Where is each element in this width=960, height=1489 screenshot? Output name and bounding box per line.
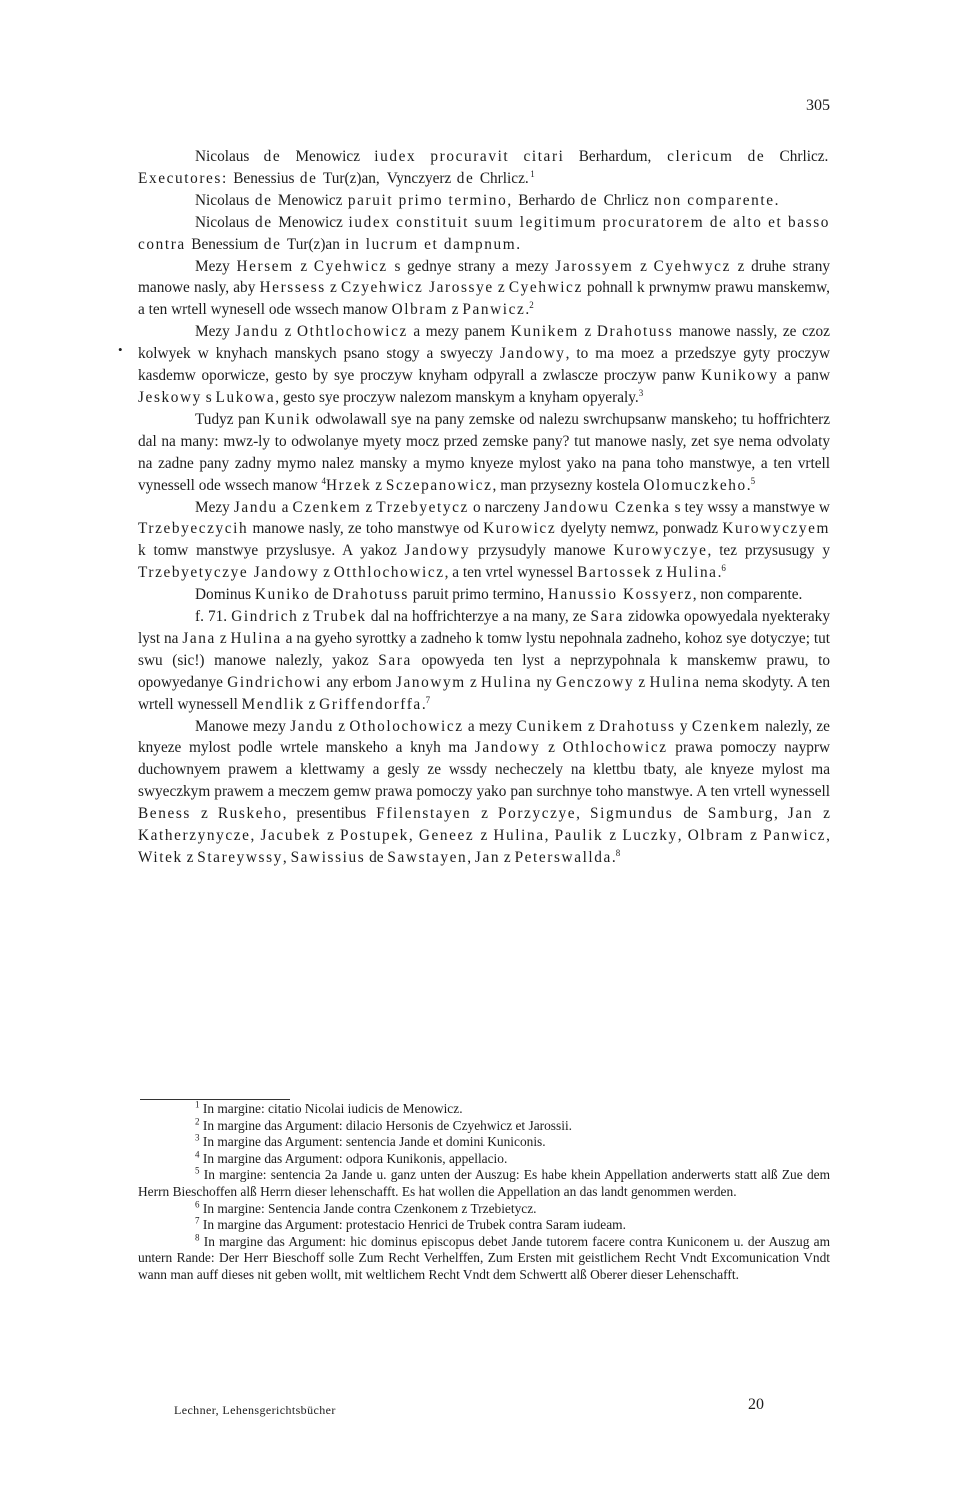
text-run: z <box>320 827 340 845</box>
text-run: z <box>583 717 600 735</box>
proper-name: Sczepanowicz <box>385 476 493 494</box>
text-run: Menowicz <box>278 213 343 231</box>
footnote <box>138 1234 830 1284</box>
footnote-text: In margine das Argument: sentencia Jande et domini Kuniconis. <box>202 1134 546 1150</box>
proper-name: Jan <box>787 805 814 823</box>
proper-name: Sara <box>378 651 412 669</box>
text-run: z <box>500 849 515 866</box>
text-run: Manowe mezy <box>195 717 291 735</box>
text-run: z <box>182 849 198 866</box>
proper-name: Beness <box>138 805 191 823</box>
body-paragraph <box>138 212 830 256</box>
proper-name: Hersem <box>236 257 294 275</box>
text-run: any erbom <box>322 673 396 691</box>
proper-name: , clericum de <box>647 148 780 165</box>
proper-name: Samburg <box>707 805 775 823</box>
text-run: Dominus <box>195 586 255 604</box>
proper-name: Herssess <box>259 279 326 297</box>
text-run: z <box>465 673 482 691</box>
proper-name: de <box>451 169 480 187</box>
text-run: s tey wssy a manstwye w <box>670 498 830 516</box>
proper-name: Panwicz <box>462 301 526 319</box>
proper-name: Jandu <box>235 323 280 341</box>
footnote <box>138 1118 830 1135</box>
proper-name: Postupek <box>340 827 409 845</box>
proper-name: Trzebyetyczye Jandowy <box>138 564 320 582</box>
text-run: z <box>298 608 314 626</box>
proper-name: Sawstayen <box>387 849 468 866</box>
text-run: y <box>675 717 692 735</box>
proper-name: de <box>575 191 604 209</box>
proper-name: Othlochowicz <box>562 739 668 757</box>
proper-name: Hulina <box>666 564 718 582</box>
text-run: . <box>611 849 616 866</box>
proper-name: Cyehwicz <box>313 257 388 275</box>
proper-name: iudex procuravit citari <box>360 148 579 165</box>
proper-name: Kurowyczyem <box>722 520 830 538</box>
text-run: Chrlicz <box>603 191 649 209</box>
text-run: , <box>408 827 419 845</box>
text-run: Chrlicz <box>479 169 525 187</box>
text-run: Mezy <box>195 498 234 516</box>
footnote-number: 4 <box>195 1149 200 1160</box>
text-run: Berhardum <box>578 148 648 165</box>
proper-name: Jandu <box>290 717 334 735</box>
proper-name: Gindrich <box>231 608 299 626</box>
text-run: , <box>544 827 555 845</box>
body-paragraph <box>138 584 830 606</box>
text-run: a mezy <box>463 717 517 735</box>
text-run: . <box>525 301 530 319</box>
text-run: f. 71. <box>195 608 232 626</box>
proper-name: Sigmundus <box>590 805 674 823</box>
text-run: z <box>540 739 563 757</box>
text-run: a panw <box>778 367 830 385</box>
proper-name: Kunik <box>264 410 311 428</box>
proper-name: Kurowicz <box>483 520 557 538</box>
text-run: z <box>603 827 623 845</box>
proper-name: Janowym <box>395 673 466 691</box>
text-run: Tur(z)an <box>322 169 376 187</box>
margin-bullet-marker: • <box>118 342 123 357</box>
footnote <box>138 1151 830 1168</box>
text-run: , gesto sye proczyw nalezom manskym a knyham opyeraly. <box>275 388 639 406</box>
text-run: s gednye strany a mezy <box>387 257 556 275</box>
proper-name: Peterswallda <box>514 849 612 866</box>
footnotes <box>138 1101 830 1284</box>
footnote-number: 2 <box>195 1116 200 1127</box>
footnote <box>138 1101 830 1118</box>
body-paragraph <box>138 716 830 869</box>
text-run: dal na hoffrichterzye a na many, ze <box>366 608 591 626</box>
proper-name: paruit primo termino, <box>342 191 519 209</box>
text-run: a na gyeho syrottky a zadneho k tomw lystu nepohnala zadneho, kohoz sye dotyczye; tut swu (sic!) manowe nalezly, yakoz <box>138 629 830 669</box>
text-run: , <box>576 805 590 823</box>
text-run: Tudyz pan <box>195 410 265 428</box>
proper-name: Ruskeho <box>217 805 283 823</box>
footnote-ref: 1 <box>530 168 535 179</box>
text-run: przysudyly manowe <box>470 542 614 560</box>
proper-name: Jandowy <box>404 542 471 560</box>
footnote-text: In margine das Argument: hic dominus episcopus debet Jande tutorem facere contra Kuniconem u. der Auszug am untern Rande: Der Herr Bieschoff solle Zum Recht Verhelffen, Zum Ersten mit geistlichem Recht Vndt Excomunication Vndt wann man auff dieses nit geben wollt, mit weltlichem Recht Vndt dem Schwertt alß Oberer dieser Lehenschafft. <box>138 1233 830 1282</box>
text-run: manowe nassly, ze czoz kolwyek w knyhach manskych psano stogy a swyeczy <box>138 323 830 363</box>
footnote-ref: 5 <box>750 475 756 486</box>
text-run: k tomw manstwye przyslusye. A yakoz <box>138 542 405 560</box>
proper-name: Othtlochowicz <box>297 323 408 341</box>
text-run: odwolawall sye na pany zemske od nalezu swrchupsanw manskeho; <box>310 410 738 428</box>
text-run: tu hoffrichterz dal na many: mwz-ly to odwolanye myety mocz przed zemske pany? tut manowe nasly, zet sye nema odvolaty na zadne pany zadny mymo nalez mansky a mymo knyeze mylost yako na pana toho manstwye, a ten vrtell vynessell ode wssech manow <box>138 410 830 494</box>
text-run: Benessium <box>191 235 259 253</box>
body-paragraph <box>138 497 830 585</box>
text-run: de <box>310 586 333 604</box>
proper-name: Hulina <box>649 673 701 691</box>
text-run: Nicolaus <box>195 148 250 165</box>
proper-name: Luczky <box>622 827 678 845</box>
text-run: Tur(z)an <box>286 235 340 253</box>
text-run: . <box>717 564 722 582</box>
proper-name: de <box>258 235 287 253</box>
footnote-number: 6 <box>195 1199 200 1210</box>
proper-name: Sawissius <box>290 849 366 866</box>
proper-name: de <box>249 148 296 165</box>
footnote-text: In margine: Sentencia Jande contra Czenkonem z Trzebietycz. <box>202 1200 537 1216</box>
body-paragraph <box>138 190 830 212</box>
proper-name: Jandowy <box>499 345 566 363</box>
text-run: z <box>190 805 218 823</box>
proper-name: Bartossek <box>577 564 652 582</box>
proper-name: Jana <box>182 629 216 647</box>
text-run: z <box>279 323 297 341</box>
proper-name: Trzebyetycz <box>376 498 469 516</box>
text-run: opowyeda ten lyst a neprzypohnala k manskemw prawu, to opowyedanye <box>138 651 830 691</box>
text-run: ny <box>532 673 556 691</box>
body-paragraph <box>138 146 830 190</box>
text-run: Nicolaus <box>195 191 250 209</box>
proper-name: Drahotuss <box>332 586 409 604</box>
proper-name: Jandu <box>233 498 278 516</box>
footnote-number: 7 <box>195 1215 200 1226</box>
text-run: z <box>634 673 650 691</box>
proper-name: Genczowy <box>555 673 635 691</box>
text-run: z <box>333 717 350 735</box>
proper-name: Kunikowy <box>701 367 779 385</box>
text-run: Mezy <box>195 257 237 275</box>
text-run: manowe nasly, ze toho manstwye od <box>248 520 484 538</box>
text-run: o narczeny <box>468 498 544 516</box>
body-paragraph <box>138 606 830 716</box>
proper-name: Otthlochowicz <box>333 564 445 582</box>
proper-name: Stareywssy <box>197 849 283 866</box>
proper-name: Jandowu Czenka <box>543 498 671 516</box>
proper-name: Cyehwycz <box>653 257 731 275</box>
text-run: , <box>826 827 830 845</box>
proper-name: Ffilenstayen <box>376 805 472 823</box>
text-run: a <box>277 498 293 516</box>
text-run: , to ma moez a przedszye gyty proczyw kasdemw oporwicze, gesto by sye proczyw knyham odpyrall a zwlascze proczyw panw <box>138 345 830 385</box>
proper-name: Sara <box>590 608 625 626</box>
proper-name: Kunikem <box>510 323 579 341</box>
main-text <box>138 146 830 869</box>
footnote <box>138 1201 830 1218</box>
proper-name: Czenkem <box>292 498 362 516</box>
proper-name: iudex constituit suum legitimum procuratorem de alto et basso contra <box>138 213 830 253</box>
text-run: z <box>633 257 654 275</box>
footnote-ref: 4 <box>321 475 327 486</box>
proper-name: Czenkem <box>691 717 761 735</box>
text-run: z <box>651 564 667 582</box>
proper-name: Olomuczkeho <box>643 476 747 494</box>
footnote-ref: 2 <box>529 300 534 311</box>
proper-name: Griffendorffa <box>319 695 422 713</box>
proper-name: Hulina <box>481 673 533 691</box>
proper-name: Hrzek <box>326 476 372 494</box>
footnote-number: 3 <box>195 1132 200 1143</box>
text-run: , <box>282 849 291 866</box>
proper-name: Jan <box>474 849 501 866</box>
text-run: z <box>447 301 463 319</box>
proper-name: Jandowy <box>474 739 541 757</box>
text-run: nema skodyty. A ten wrtell wynessell <box>138 673 830 713</box>
proper-name: Trzebyeczycih <box>138 520 249 538</box>
text-run: . <box>421 695 426 713</box>
text-run: , tez przysusugy y <box>707 542 830 560</box>
proper-name: de <box>249 191 278 209</box>
text-run: Menowicz <box>295 148 361 165</box>
proper-name: . <box>524 169 531 187</box>
text-run: de <box>365 849 388 866</box>
text-run: s <box>201 388 216 406</box>
text-run: z <box>361 498 377 516</box>
proper-name: de <box>294 169 323 187</box>
text-run: Benessius <box>233 169 295 187</box>
text-run: Vynczyerz <box>386 169 452 187</box>
text-run: z <box>371 476 386 494</box>
text-run: , a ten vrtel wynessel <box>444 564 578 582</box>
proper-name: Hulina <box>493 827 545 845</box>
text-run: nalezly, ze knyeze mylost podle wrtele manskeho a knyh ma <box>138 717 830 757</box>
text-run: zidowka opowyedala nyekteraky lyst na <box>138 608 830 647</box>
text-run: Berhardo <box>518 191 576 209</box>
footnote-number: 1 <box>195 1099 200 1110</box>
text-run: Menowicz <box>277 191 343 209</box>
text-run: . <box>746 476 751 494</box>
proper-name: Paulik <box>554 827 604 845</box>
text-run: z <box>493 279 509 297</box>
text-run: Nicolaus <box>195 213 250 231</box>
text-run: prawa pomoczy nayprw duchownyem prawem a klettwamy a gesly ze wssdy necheczely na klettbu tbaty, ale knyeze mylost ma swyeczkym prawem a meczem gemw prawa pomoczy yako pan surchnye toho manstwye. A ten vrtell wynessell <box>138 739 831 801</box>
text-run: Mezy <box>195 323 236 341</box>
proper-name: Panwicz <box>763 827 827 845</box>
footnote-number: 5 <box>195 1165 200 1176</box>
footnote-text: In margine das Argument: odpora Kunikonis, appellacio. <box>202 1150 508 1166</box>
proper-name: Kurowyczye <box>613 542 708 560</box>
text-run: , <box>677 827 688 845</box>
text-run: z <box>304 695 320 713</box>
proper-name: Cunikem <box>516 717 584 735</box>
body-paragraph <box>138 256 830 322</box>
proper-name: Trubek <box>313 608 367 626</box>
proper-name: Drahotuss <box>596 323 674 341</box>
footnote-text: In margine das Argument: protestacio Henrici de Trubek contra Saram iudeam. <box>202 1217 626 1233</box>
text-run: , <box>467 849 475 866</box>
proper-name: Lukowa <box>215 388 276 406</box>
text-run: z <box>578 323 597 341</box>
proper-name: Czyehwicz Jarossye <box>341 279 494 297</box>
proper-name: . Executores: <box>138 148 830 187</box>
text-run: paruit primo termino, <box>408 586 548 604</box>
proper-name: Gindrichowi <box>227 673 323 691</box>
proper-name: de <box>249 213 279 231</box>
text-run: z <box>319 564 334 582</box>
text-run: pohnall k prwnymw prawu manskemw, a ten wrtell wynesell ode wssech manow <box>138 279 830 319</box>
running-footer-title: Lechner, Lehensgerichtsbücher <box>174 1403 336 1417</box>
text-run: , <box>774 805 788 823</box>
proper-name: Jacubek <box>260 827 321 845</box>
footnote-separator-rule <box>140 1099 290 1100</box>
text-run: z druhe strany manowe nasly, aby <box>138 257 830 297</box>
text-run: z <box>813 805 830 823</box>
text-run: z <box>474 827 494 845</box>
footnote-ref: 7 <box>425 694 431 705</box>
text-run: dyelyty nemwz, ponwadz <box>556 520 723 538</box>
proper-name: Katherzynycze <box>138 827 251 845</box>
text-run: Chrlicz <box>779 148 825 165</box>
text-run: de <box>673 805 708 823</box>
text-run: z <box>293 257 314 275</box>
proper-name: Geneez <box>418 827 475 845</box>
text-run: , <box>250 827 261 845</box>
footnote-ref: 8 <box>615 847 621 858</box>
proper-name: Drahotuss <box>599 717 676 735</box>
proper-name: Jarossyem <box>555 257 634 275</box>
text-run: , presentibus <box>282 805 377 823</box>
text-run: z <box>325 279 341 297</box>
footnote-text: In margine: sentencia 2a Jande u. ganz unten der Auszug: Es habe khein Appellation anderwerts statt alß Zue dem Herrn Bieschoffen alß Herrn dieser lehenschafft. Es hat wollen die Appellation an das landt genommen werden. <box>138 1167 831 1199</box>
proper-name: , <box>375 169 387 187</box>
body-paragraph <box>138 321 830 409</box>
proper-name: Hanussio Kossyerz <box>547 586 693 604</box>
proper-name: Mendlik <box>241 695 305 713</box>
text-run: , non comparente. <box>692 586 803 604</box>
text-run: a mezy panem <box>407 323 511 341</box>
footnote-ref: 3 <box>638 387 644 398</box>
footnote-text: In margine: citatio Nicolai iudicis de Menowicz. <box>202 1101 463 1116</box>
footnote <box>138 1167 830 1200</box>
body-paragraph <box>138 409 830 497</box>
signature-number: 20 <box>748 1396 764 1413</box>
text-run: , man przysezny kostela <box>492 476 644 494</box>
footnote-ref: 6 <box>721 563 726 574</box>
proper-name: non comparente. <box>648 191 781 209</box>
footnote <box>138 1134 830 1151</box>
proper-name: Olbram <box>391 301 448 319</box>
proper-name: Cyehwicz <box>508 279 583 297</box>
proper-name: Jeskowy <box>138 388 202 406</box>
proper-name: Kuniko <box>254 586 311 604</box>
text-run: z <box>744 827 764 845</box>
footnote <box>138 1217 830 1234</box>
text-run: z <box>471 805 498 823</box>
page-number: 305 <box>806 97 830 114</box>
proper-name: Olbram <box>687 827 745 845</box>
proper-name: Hulina <box>230 629 282 647</box>
text-run: z <box>215 629 231 647</box>
footnote-number: 8 <box>195 1232 200 1243</box>
proper-name: Otholochowicz <box>349 717 464 735</box>
proper-name: in lucrum et dampnum. <box>339 235 522 253</box>
proper-name: Porzyczye <box>498 805 577 823</box>
proper-name: Witek <box>138 849 183 866</box>
footnote-text: In margine das Argument: dilacio Hersonis de Czyehwicz et Jarossii. <box>202 1117 573 1133</box>
